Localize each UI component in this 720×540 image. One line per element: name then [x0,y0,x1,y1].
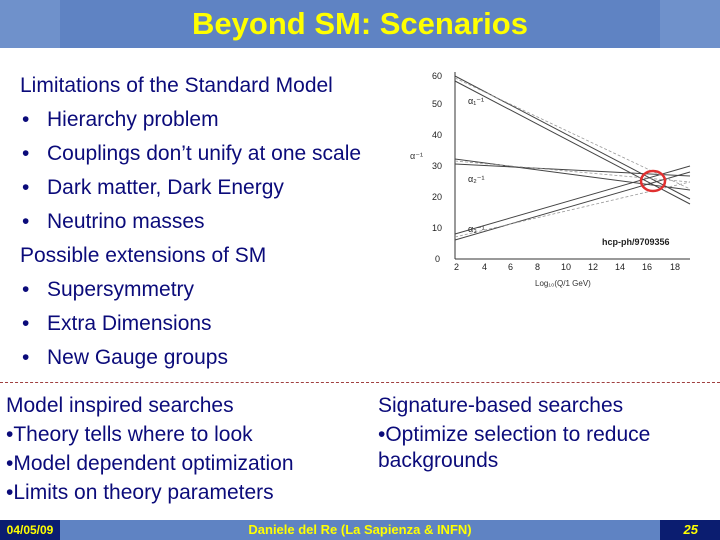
y-tick-label: 20 [432,192,443,202]
x-tick-label: 10 [561,262,572,272]
list-item: • Supersymmetry [22,278,195,301]
signature-searches-block [378,391,650,473]
x-tick-label: 12 [588,262,599,272]
list-item: • New Gauge groups [22,346,228,369]
y-tick-label: 50 [432,99,443,109]
list-item: backgrounds [378,449,499,472]
alpha3-curve-b [455,172,690,240]
limitations-block [20,69,361,375]
x-tick-label: 14 [615,262,626,272]
curve-label: α₂⁻¹ [468,174,485,184]
slide-title: Beyond SM: Scenarios [192,6,528,41]
x-axis-label: Log₁₀(Q/1 GeV) [535,279,591,288]
curve-label: α₃⁻¹ [468,224,485,234]
x-tick-label: 8 [535,262,541,272]
model-searches-heading: Model inspired searches [6,394,234,417]
page-number: 25 [660,520,720,540]
alpha1-curve-a [455,76,690,199]
list-item: • Extra Dimensions [22,312,212,335]
footer-date: 04/05/09 [0,520,60,540]
extensions-heading: Possible extensions of SM [20,244,267,267]
list-item: •Optimize selection to reduce [378,423,651,446]
limitations-heading: Limitations of the Standard Model [20,74,333,97]
y-tick-label: 60 [432,71,443,81]
list-item: •Model dependent optimization [6,452,294,475]
y-tick-label: 0 [435,254,441,264]
alpha3-curve-a [455,166,690,234]
x-tick-label: 4 [482,262,488,272]
coupling-unification-plot [410,64,700,294]
list-item: •Limits on theory parameters [6,481,274,504]
x-tick-label: 18 [670,262,681,272]
list-item: • Neutrino masses [22,210,205,233]
curve-label: α₁⁻¹ [468,96,484,106]
y-tick-label: 10 [432,223,443,233]
signature-searches-heading: Signature-based searches [378,394,624,417]
x-tick-label: 6 [508,262,514,272]
section-divider [0,382,720,383]
list-item: • Dark matter, Dark Energy [22,176,284,199]
list-item: • Couplings don’t unify at one scale [22,142,362,165]
plot-reference: hcp-ph/9709356 [602,237,670,247]
plot-svg [410,64,700,294]
model-searches-block [6,391,294,507]
list-item: •Theory tells where to look [6,423,253,446]
y-axis-label: α⁻¹ [410,151,423,161]
list-item: • Hierarchy problem [22,108,219,131]
footer-author: Daniele del Re (La Sapienza & INFN) [248,522,472,537]
x-tick-label: 2 [454,262,460,272]
x-tick-label: 16 [642,262,653,272]
y-tick-label: 30 [432,161,443,171]
y-tick-label: 40 [432,130,443,140]
